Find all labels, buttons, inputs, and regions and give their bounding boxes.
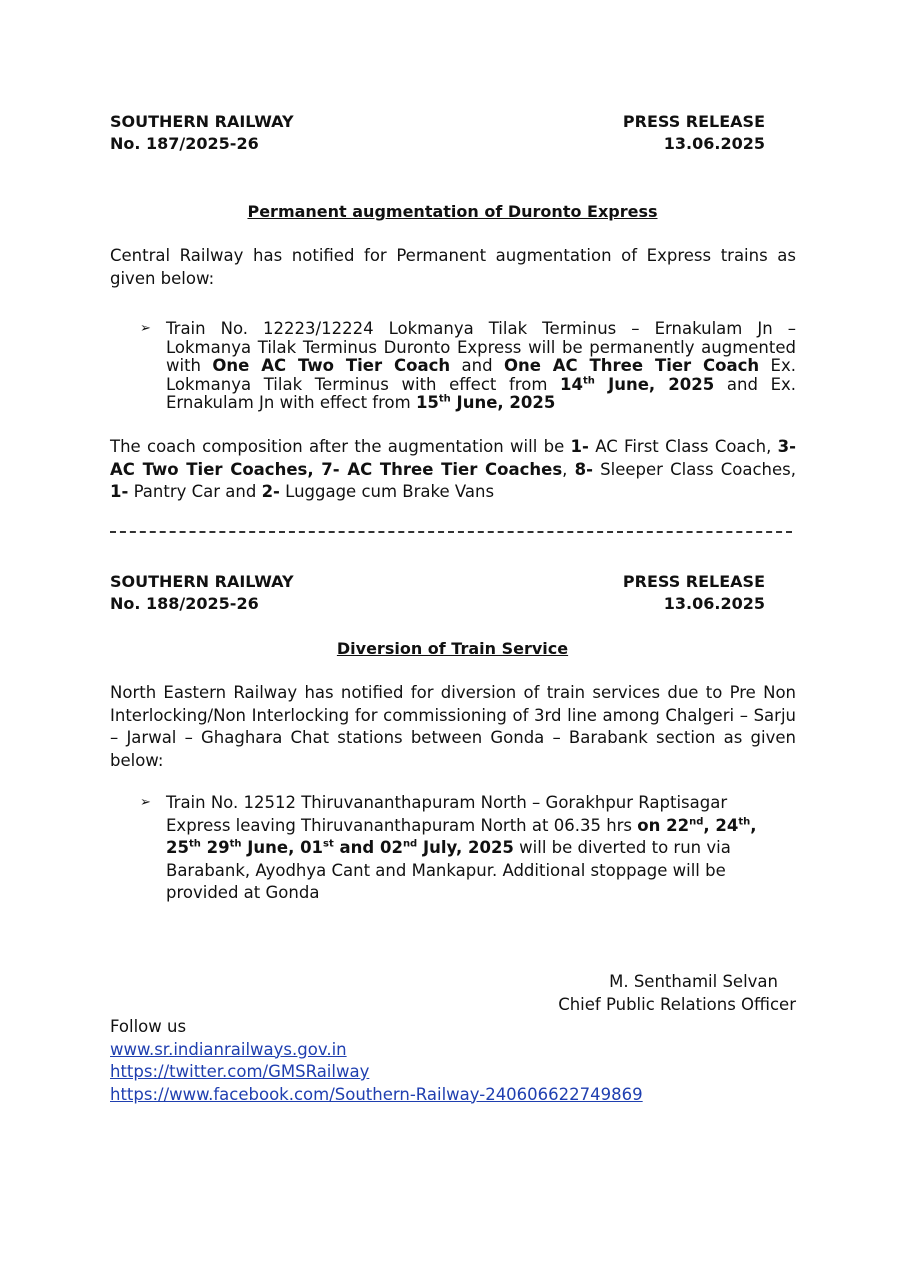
release-number: No. 187/2025-26: [110, 134, 259, 153]
signature-block: [480, 971, 796, 1016]
release-1-bullet-text: Train No. 12223/12224 Lokmanya Tilak Terminus – Ernakulam Jn – Lokmanya Tilak Terminus Duronto Express will be permanently augmented with One AC Two Tier Coach and One AC Three Tier Coach Ex. Lokmanya Tilak Terminus with effect from 14th June, 2025 and Ex. Ernakulam Jn with effect from 15th June, 2025: [166, 319, 796, 412]
follow-us-label: Follow us: [110, 1017, 187, 1036]
release-date: 13.06.2025: [663, 594, 765, 613]
release-2-bullet: [140, 792, 796, 905]
org-name: SOUTHERN RAILWAY: [110, 112, 294, 131]
release-2-title: Diversion of Train Service: [336, 639, 569, 658]
arrow-bullet-icon: ➢: [140, 795, 151, 810]
release-date: 13.06.2025: [663, 134, 765, 153]
release-type: PRESS RELEASE: [622, 112, 765, 131]
website-link[interactable]: www.sr.indianrailways.gov.in: [110, 1039, 347, 1059]
release-2-intro: North Eastern Railway has notified for diversion of train services due to Pre Non Interlocking/Non Interlocking for commissioning of 3rd line among Chalgeri – Sarju – Jarwal – Ghaghara Chat stations between Gonda – Barabank section as given below:: [110, 683, 796, 770]
org-name: SOUTHERN RAILWAY: [110, 572, 294, 591]
signatory-name: M. Senthamil Selvan: [609, 972, 778, 991]
release-type: PRESS RELEASE: [622, 572, 765, 591]
facebook-link[interactable]: https://www.facebook.com/Southern-Railway-240606622749869: [110, 1084, 643, 1104]
release-1-composition: The coach composition after the augmentation will be 1- AC First Class Coach, 3- AC Two Tier Coaches, 7- AC Three Tier Coaches, 8- Sleeper Class Coaches, 1- Pantry Car and 2- Luggage cum Brake Vans: [110, 437, 796, 501]
follow-us-block: [110, 1016, 643, 1106]
arrow-bullet-icon: ➢: [140, 321, 151, 336]
release-2-bullet-text: Train No. 12512 Thiruvananthapuram North – Gorakhpur Raptisagar Express leaving Thiruvananthapuram North at 06.35 hrs on 22nd, 24th, 25th 29th June, 01st and 02nd July, 2025 will be diverted to run via Barabank, Ayodhya Cant and Mankapur. Additional stoppage will be provided at Gonda: [166, 793, 757, 902]
section-separator: [110, 531, 792, 533]
release-1-header: [110, 111, 765, 155]
twitter-link[interactable]: https://twitter.com/GMSRailway: [110, 1062, 370, 1081]
release-number: No. 188/2025-26: [110, 594, 259, 613]
release-1-bullet: [140, 320, 796, 413]
signatory-designation: Chief Public Relations Officer: [558, 994, 796, 1014]
release-1-title: Permanent augmentation of Duronto Express: [247, 202, 658, 221]
release-1-intro: Central Railway has notified for Permanent augmentation of Express trains as given below:: [110, 246, 796, 288]
release-2-header: [110, 571, 765, 615]
